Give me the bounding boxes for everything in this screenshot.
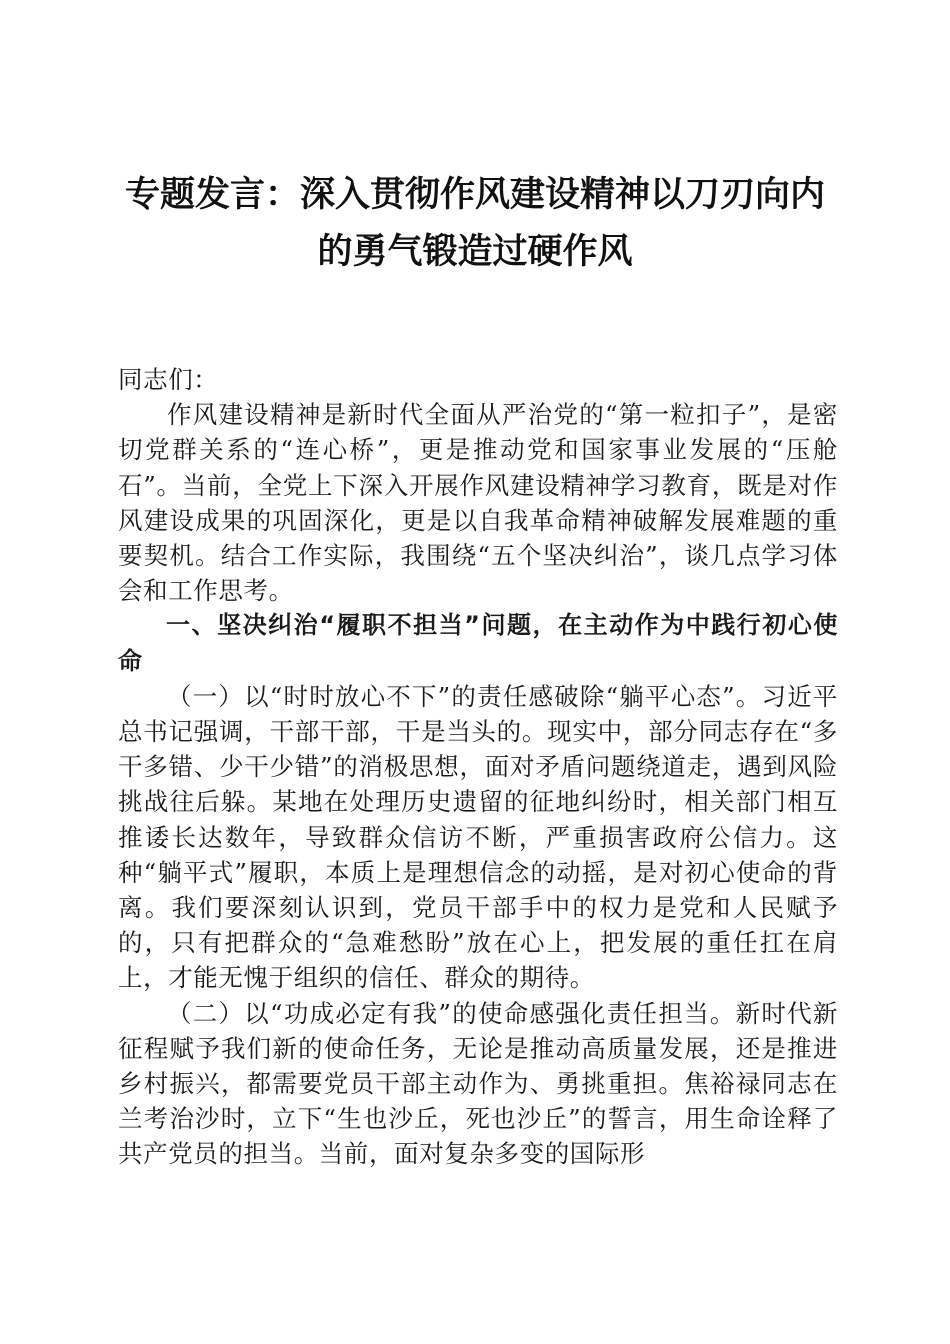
document-title [110,166,840,280]
document-body [118,362,838,1172]
paragraph-2: （二）以“功成必定有我”的使命感强化责任担当。新时代新征程赋予我们新的使命任务，无论是推动高质量发展，还是推进乡村振兴，都需要党员干部主动作为、勇挑重担。焦裕禄同志在兰考治沙时，立下“生也沙丘，死也沙丘”的誓言，用生命诠释了共产党员的担当。当前，面对复杂多变的国际形 [118,998,838,1169]
salutation: 同志们： [118,365,219,394]
title-line-1: 专题发言：深入贯彻作风建设精神以刀刃向内 [124,174,825,215]
intro-paragraph: 作风建设精神是新时代全面从严治党的“第一粒扣子”，是密切党群关系的“连心桥”，更是推动党和国家事业发展的“压舱石”。当前，全党上下深入开展作风建设精神学习教育，既是对作风建设成果的巩固深化，更是以自我革命精神破解发展难题的重要契机。结合工作实际，我围绕“五个坚决纠治”，谈几点学习体会和工作思考。 [118,400,838,606]
section-heading-1: 一、坚决纠治“履职不担当”问题，在主动作为中践行初心使命 [118,611,838,675]
paragraph-1: （一）以“时时放心不下”的责任感破除“躺平心态”。习近平总书记强调，干部干部，干是当头的。现实中，部分同志存在“多干多错、少干少错”的消极思想，面对矛盾问题绕道走，遇到风险挑战往后躲。某地在处理历史遗留的征地纠纷时，相关部门相互推诿长达数年，导致群众信访不断，严重损害政府公信力。这种“躺平式”履职，本质上是理想信念的动摇，是对初心使命的背离。我们要深刻认识到，党员干部手中的权力是党和人民赋予的，只有把群众的“急难愁盼”放在心上，把发展的重任扛在肩上，才能无愧于组织的信任、群众的期待。 [118,681,838,993]
title-line-2: 的勇气锻造过硬作风 [317,231,633,272]
